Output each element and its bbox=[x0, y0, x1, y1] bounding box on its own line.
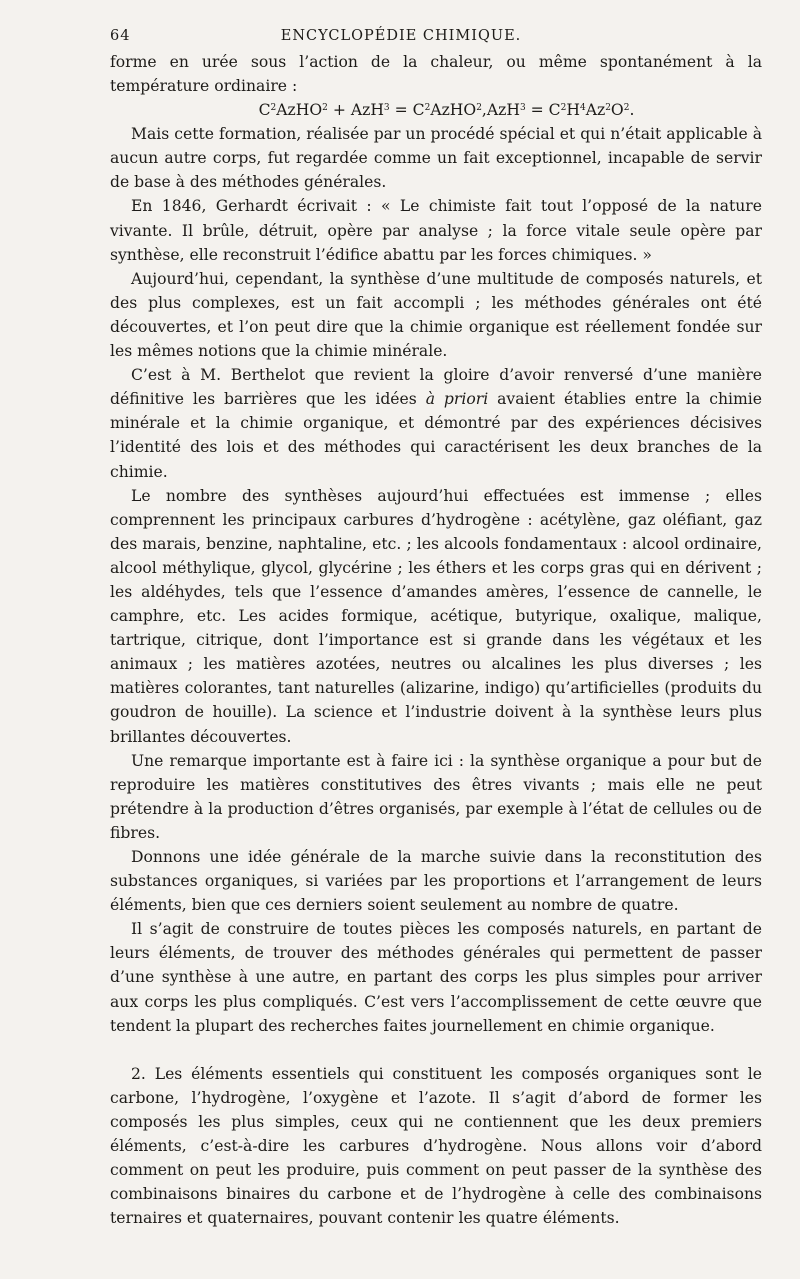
chemical-formula: $C^2AzHO^2 + AzH^3$ = $C^2AzHO^2,AzH^3 = C^2H^4Az^2O^2$. bbox=[258, 101, 635, 120]
paragraph: Donnons une idée générale de la marche suivie dans la reconstitution des substances organiques, si variées par les proportions et l’arrangement de leurs éléments, bien que ces derniers soient seulement au nombre de quatre. bbox=[110, 848, 762, 915]
running-header: 64 ENCYCLOPÉDIE CHIMIQUE. bbox=[110, 28, 762, 44]
running-title: ENCYCLOPÉDIE CHIMIQUE. bbox=[280, 28, 522, 44]
paragraph: Le nombre des synthèses aujourd’hui effectuées est immense ; elles comprennent les principaux carbures d’hydrogène : acétylène, gaz oléfiant, gaz des marais, benzine, naphtaline, etc. ; les alcools fondamentaux : alcool ordinaire, alcool méthylique, glycol, glycérine ; les éthers et les corps gras qui en dérivent ; les aldéhydes, tels que l’essence d’amandes amères, l’essence de cannelle, le camphre, etc. Les acides formique, acétique, butyrique, oxalique, malique, tartrique, citrique, dont l’importance est si grande dans les végétaux et les animaux ; les matières azotées, neutres ou alcalines les plus diverses ; les matières colorantes, tant naturelles (alizarine, indigo) qu’artificielles (produits du goudron de houille). La science et l’industrie doivent à la synthèse leurs plus brillantes découvertes. bbox=[110, 486, 762, 746]
page-body bbox=[110, 50, 762, 1230]
paragraph-continuation: forme en urée sous l’action de la chaleur, ou même spontanément à la température ordinaire : bbox=[110, 53, 762, 96]
paragraph: Mais cette formation, réalisée par un procédé spécial et qui n’était applicable à aucun autre corps, fut regardée comme un fait exceptionnel, incapable de servir de base à des méthodes générales. bbox=[110, 125, 762, 192]
paragraph: En 1846, Gerhardt écrivait : « Le chimiste fait tout l’opposé de la nature vivante. Il brûle, détruit, opère par analyse ; la force vitale seule opère par synthèse, elle reconstruit l’édifice abattu par les forces chimiques. » bbox=[110, 197, 762, 264]
paragraph: Aujourd’hui, cependant, la synthèse d’une multitude de composés naturels, et des plus complexes, est un fait accompli ; les méthodes générales ont été découvertes, et l’on peut dire que la chimie organique est réellement fondée sur les mêmes notions que la chimie minérale. bbox=[110, 269, 762, 361]
section-paragraph: 2. Les éléments essentiels qui constituent les composés organiques sont le carbone, l’hydrogène, l’oxygène et l’azote. Il s’agit d’abord de former les composés les plus simples, ceux qui ne contiennent que les deux premiers éléments, c’est-à-dire les carbures d’hydrogène. Nous allons voir d’abord comment on peut les produire, puis comment on peut passer de la synthèse des combinaisons binaires du carbone et de l’hydrogène à celle des combinaisons ternaires et quaternaires, pouvant contenir les quatre éléments. bbox=[110, 1064, 762, 1228]
paragraph: Une remarque importante est à faire ici : la synthèse organique a pour but de reproduire les matières constitutives des êtres vivants ; mais elle ne peut prétendre à la production d’êtres organisés, par exemple à l’état de cellules ou de fibres. bbox=[110, 751, 762, 842]
paragraph: C’est à M. Berthelot que revient la gloire d’avoir renversé d’une manière définitive les barrières que les idées à priori avaient établies entre la chimie minérale et la chimie organique, et démontré par des expériences décisives l’identité des lois et des méthodes qui caractérisent les deux branches de la chimie. bbox=[110, 366, 762, 481]
paragraph: Il s’agit de construire de toutes pièces les composés naturels, en partant de leurs éléments, de trouver des méthodes générales qui permettent de passer d’une synthèse à une autre, en partant des corps les plus simples pour arriver aux corps les plus compliqués. C’est vers l’accomplissement de cette œuvre que tendent la plupart des recherches faites journellement en chimie organique. bbox=[110, 920, 762, 1035]
emphasis-a-priori: à priori bbox=[425, 390, 489, 409]
